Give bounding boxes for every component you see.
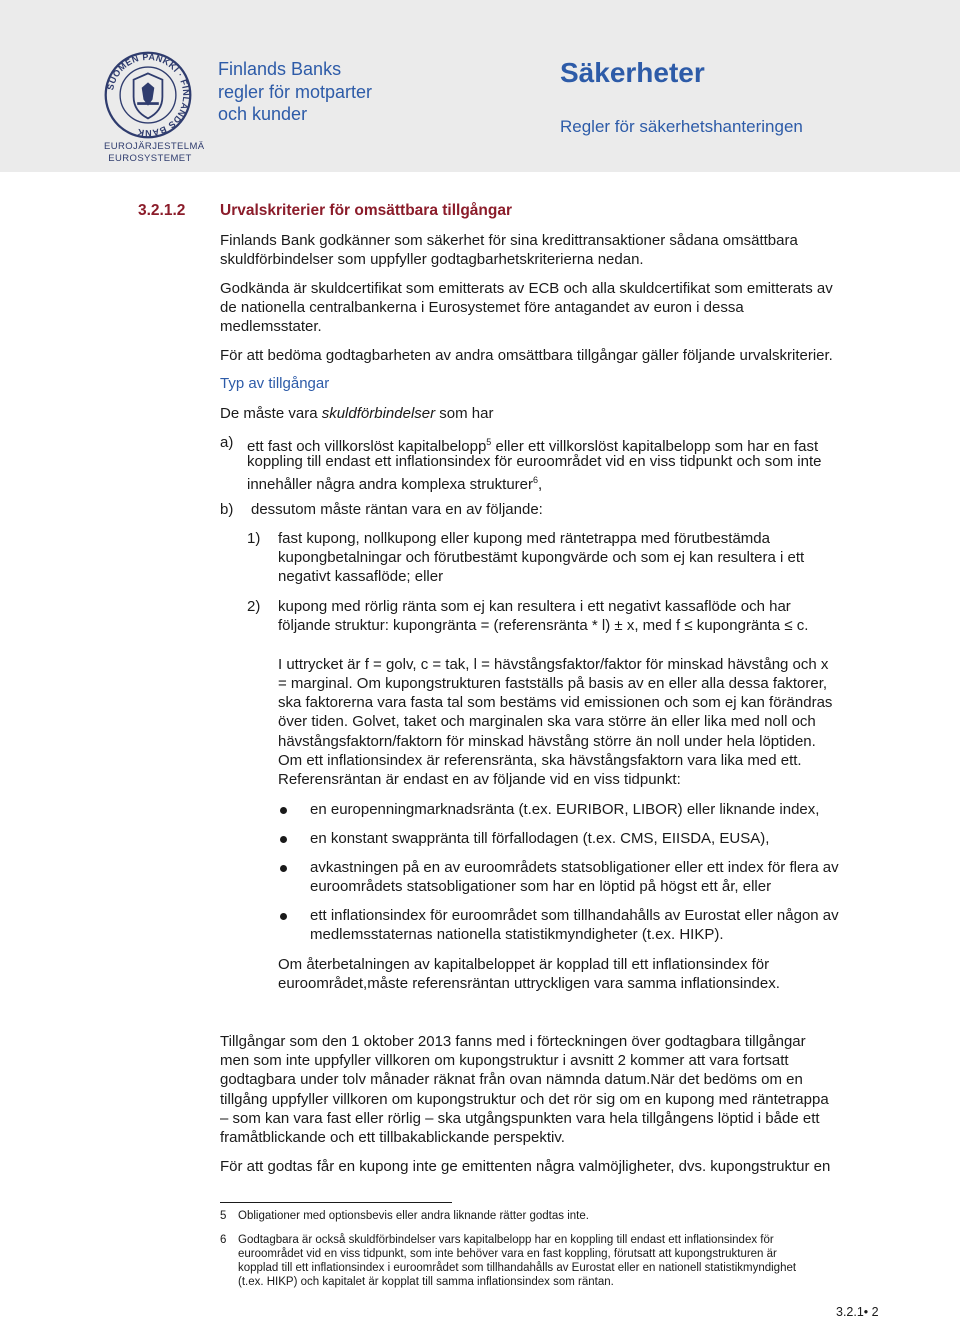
paragraph-line: de nationella centralbankerna i Eurosystemet före antagandet av euron i dessa — [220, 299, 744, 316]
item-b-text: dessutom måste räntan vara en av följande: — [251, 501, 543, 518]
item-a-text: , — [538, 476, 543, 493]
page-number: 3.2.1• 2 — [836, 1305, 879, 1319]
section-number: 3.2.1.2 — [138, 202, 186, 219]
item-1-line: fast kupong, nollkupong eller kupong med räntetrappa med förutbestämda — [278, 530, 770, 547]
explanation-line: I uttrycket är f = golv, c = tak, l = hävstångsfaktor/faktor för minskad hävstång och x — [278, 656, 829, 673]
footnote-divider — [220, 1202, 452, 1203]
document-subtitle: Regler för säkerhetshanteringen — [560, 117, 803, 136]
bullet-item: ett inflationsindex för euroområdet som tillhandahålls av Eurostat eller någon av — [310, 907, 839, 924]
header-org — [218, 58, 372, 126]
must-be-after: som har — [435, 405, 494, 422]
bank-seal-logo — [103, 50, 193, 140]
bullet-item: medlemsstaternas nationella statistikmyndigheter (t.ex. HIKP). — [310, 926, 724, 943]
header-org-line: regler för motparter — [218, 81, 373, 102]
bullet-icon — [280, 865, 287, 872]
footnote-ref-5[interactable]: 5 — [486, 437, 492, 447]
item-a-text: ett fast och villkorslöst kapitalbelopp — [247, 438, 487, 455]
footnote-5-text: Obligationer med optionsbevis eller andra liknande rätter godtas inte. — [238, 1210, 589, 1222]
item-1-line: negativt kassaflöde; eller — [278, 568, 444, 585]
inflation-line: Om återbetalningen av kapitalbeloppet är kopplad till ett inflationsindex för — [278, 956, 770, 973]
item-a-label: a) — [220, 434, 234, 451]
bullet-icon — [280, 913, 287, 920]
item-1-line: kupongbetalningar och förutbestämt kupongvärde och som ej kan resultera i ett — [278, 549, 805, 566]
transition-line: godtagbara under tolv månader räknat från ovan nämnda datum.När det bedöms om en — [220, 1071, 803, 1088]
explanation-line: = marginal. Om kupongstrukturen fastställs på basis av en eller alla dessa faktorer, — [278, 675, 828, 692]
inflation-line: euroområdet,måste referensräntan uttryckligen vara samma inflationsindex. — [278, 975, 780, 992]
paragraph-line: skuldförbindelser som uppfyller godtagbarhetskriterierna nedan. — [220, 251, 644, 268]
logo-caption-1: EUROJÄRJESTELMÄ — [104, 141, 205, 152]
transition-line: framåtblickande och ett tillbakablickande perspektiv. — [220, 1129, 565, 1146]
footnote-6-text: (t.ex. HIKP) och kapitalet är kopplat till samma inflationsindex som räntan. — [238, 1276, 614, 1288]
paragraph-line: Godkända är skuldcertifikat som emitterats av ECB och alla skuldcertifikat som emitterats av — [220, 280, 833, 297]
must-be-italic: skuldförbindelser — [321, 405, 436, 422]
transition-line: men som inte uppfyller villkoren om kupongstruktur i avsnitt 2 kommer att vara fortsatt — [220, 1052, 789, 1069]
footnote-6-number: 6 — [220, 1234, 227, 1246]
bullet-item: avkastningen på en av euroområdets statsobligationer eller ett index för flera av — [310, 859, 839, 876]
header-org-line: Finlands Banks — [218, 59, 342, 79]
transition-line: – som kan vara fast eller rörlig – ska utgångspunkten vara hela tillgångens löptid i både ett — [220, 1110, 820, 1127]
item-2-line: följande struktur: kupongränta = (referensränta * l) ± x, med f ≤ kupongränta ≤ c. — [278, 617, 809, 634]
closing-line: För att godtas får en kupong inte ge emittenten några valmöjligheter, dvs. kupongstruktur en — [220, 1158, 831, 1175]
explanation-line: ska faktorerna vara fasta tal som bestäms vid emissionen och som ej kan förändras — [278, 694, 833, 711]
logo-caption-2: EUROSYSTEMET — [108, 153, 192, 164]
paragraph-line: För att bedöma godtagbarheten av andra omsättbara tillgångar gäller följande urvalskriterier. — [220, 347, 833, 364]
paragraph-line: Finlands Bank godkänner som säkerhet för sina kredittransaktioner sådana omsättbara — [220, 232, 798, 249]
explanation-line: Om ett inflationsindex är referensränta, ska hävstångsfaktorn vara lika med ett. — [278, 752, 802, 769]
item-a-line-2: koppling till endast ett inflationsindex för euroområdet vid en viss tidpunkt och som inte — [247, 453, 822, 470]
bullet-icon — [280, 807, 287, 814]
footnote-ref-6[interactable]: 6 — [533, 475, 539, 485]
document-title: Säkerheter — [560, 57, 705, 88]
item-b-label: b) — [220, 501, 234, 518]
section-title: Urvalskriterier för omsättbara tillgångar — [220, 202, 513, 219]
footnote-6-text: Godtagbara är också skuldförbindelser vars kapitalbelopp har en koppling till endast ett inflationsindex för — [238, 1234, 774, 1246]
bullet-item: en konstant swappränta till förfallodagen (t.ex. CMS, EIISDA, EUSA), — [310, 830, 770, 847]
subheading-asset-type: Typ av tillgångar — [220, 375, 330, 392]
paragraph-line: medlemsstater. — [220, 318, 322, 335]
item-a-text: eller ett villkorslöst kapitalbelopp som har en fast — [491, 438, 819, 455]
bullet-icon — [280, 836, 287, 843]
transition-line: tillgång uppfyller villkoren om kupongstruktur och det rör sig om en kupong med räntetrappa — [220, 1091, 829, 1108]
bullet-item: euroområdets statsobligationer som har en löptid på högst ett år, eller — [310, 878, 772, 895]
explanation-line: hävstångsfaktorn/faktorn för minskad hävstång större än noll under hela löptiden. — [278, 733, 816, 750]
must-be-line — [220, 404, 493, 424]
page-header — [0, 0, 960, 172]
bullet-item: en europenningmarknadsränta (t.ex. EURIBOR, LIBOR) eller liknande index, — [310, 801, 820, 818]
explanation-line: Referensräntan är endast en av följande vid en viss tidpunkt: — [278, 771, 681, 788]
footnote-5-number: 5 — [220, 1210, 227, 1222]
must-be-before: De måste vara — [220, 405, 322, 422]
header-org-line: och kunder — [218, 104, 308, 124]
transition-line: Tillgångar som den 1 oktober 2013 fanns med i förteckningen över godtagbara tillgångar — [220, 1033, 806, 1050]
footnote-6-text: kopplad till ett inflationsindex i euroområdet som tillhandahålls av Eurostat eller en nationell statistikmyndighet — [238, 1262, 797, 1274]
item-1-label: 1) — [247, 530, 261, 547]
item-a-line-3 — [247, 471, 542, 495]
footnote-6-text: euroområdet vid en viss tidpunkt, som inte behöver vara en fast koppling, förutsatt att kupongstrukturen är — [238, 1248, 777, 1260]
explanation-line: över tiden. Golvet, taket och marginalen ska vara större än eller lika med noll och — [278, 713, 816, 730]
item-a-text: innehåller några andra komplexa strukturer — [247, 476, 533, 493]
item-2-line: kupong med rörlig ränta som ej kan resultera i ett negativt kassaflöde och har — [278, 598, 791, 615]
item-2-label: 2) — [247, 598, 261, 615]
seal-ring-text: SUOMEN PANKKI · FINLANDS BANK — [105, 51, 192, 139]
